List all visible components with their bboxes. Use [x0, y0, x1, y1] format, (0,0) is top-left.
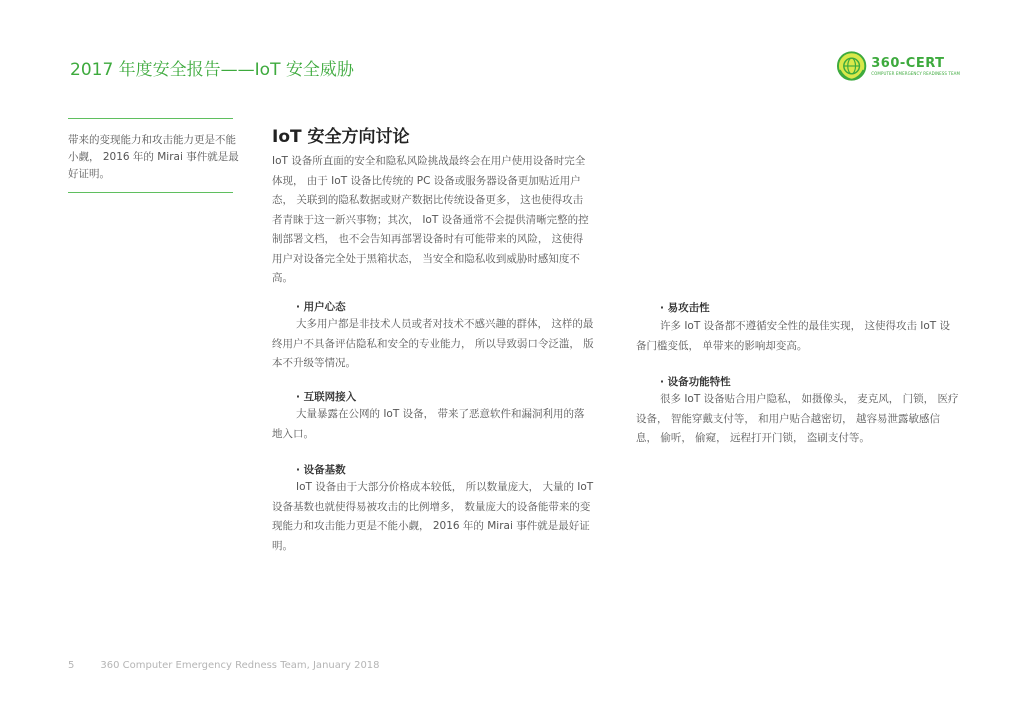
sidebar-bottom-rule	[68, 192, 233, 193]
heading-internet-access: · 互联网接入	[296, 391, 357, 403]
logo-subtitle: COMPUTER EMERGENCY READINESS TEAM	[871, 70, 960, 76]
header-title: 2017 年度安全报告——IoT 安全威胁	[70, 60, 354, 80]
heading-device-features: · 设备功能特性	[660, 376, 731, 388]
body-internet-access: 大量暴露在公网的 IoT 设备， 带来了恶意软件和漏洞利用的落地入口。	[272, 408, 585, 440]
heading-vulnerability: · 易攻击性	[660, 302, 710, 314]
page-number: 5	[68, 660, 75, 671]
brand-logo	[836, 50, 960, 82]
body-vulnerability: 许多 IoT 设备都不遵循安全性的最佳实现， 这使得攻击 IoT 设备门槛变低， 单带来的影响却变高。	[636, 320, 951, 352]
sidebar-top-rule	[68, 118, 233, 119]
body-device-features: 很多 IoT 设备贴合用户隐私， 如摄像头， 麦克风， 门锁， 医疗设备， 智能穿戴支付等， 和用户贴合越密切， 越容易泄露敏感信息， 偷听， 偷窥， 远程打开门锁， 盗刷支付等。	[636, 393, 959, 444]
heading-device-base: · 设备基数	[296, 464, 346, 476]
page-footer	[68, 660, 380, 671]
sidebar-quote: 带来的变现能力和攻击能力更是不能小觑， 2016 年的 Mirai 事件就是最好证明。	[68, 134, 239, 180]
logo-name: 360-CERT	[871, 55, 945, 71]
heading-user-mindset: · 用户心态	[296, 301, 346, 313]
intro-paragraph: IoT 设备所直面的安全和隐私风险挑战最终会在用户使用设备时完全体现， 由于 IoT 设备比传统的 PC 设备或服务器设备更加贴近用户态， 关联到的隐私数据或财产数据比传统设备更多， 这也使得攻击者青睐于这一新兴事物；其次， IoT 设备通常不会提供清晰完整的控制部署文档， 也不会告知再部署设备时有可能带来的风险， 这使得用户对设备完全处于黑箱状态， 当安全和隐私收到威胁时感知度不高。	[272, 155, 589, 284]
globe-emblem-icon	[836, 50, 867, 82]
body-device-base: IoT 设备由于大部分价格成本较低， 所以数量庞大， 大量的 IoT 设备基数也就使得易被攻击的比例增多， 数量庞大的设备能带来的变现能力和攻击能力更是不能小觑， 2016 年的 Mirai 事件就是最好证明。	[272, 481, 594, 552]
section-title: IoT 安全方向讨论	[272, 127, 410, 147]
body-user-mindset: 大多用户都是非技术人员或者对技术不感兴趣的群体， 这样的最终用户不具备评估隐私和安全的专业能力， 所以导致弱口令泛滥， 版本不升级等情况。	[272, 318, 594, 369]
footer-text: 360 Computer Emergency Redness Team, January 2018	[100, 660, 380, 671]
